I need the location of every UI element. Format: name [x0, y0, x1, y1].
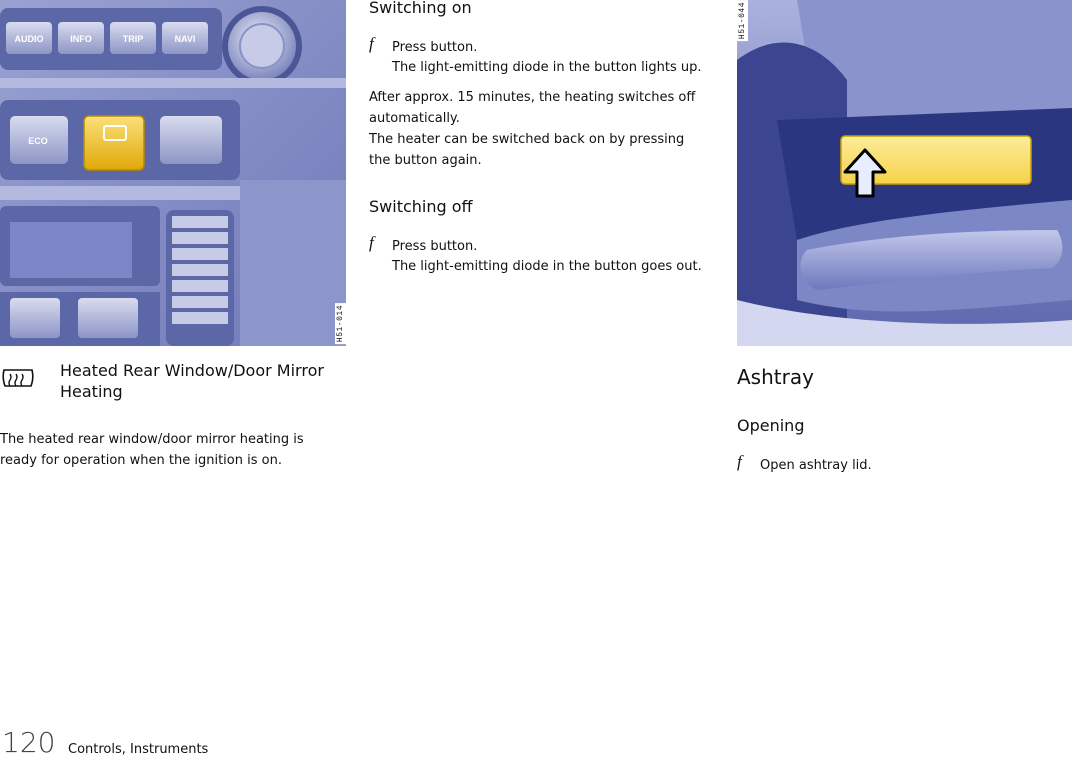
- switching-off-heading: Switching off: [369, 197, 473, 216]
- intro-text: The heated rear window/door mirror heating is: [0, 432, 304, 447]
- figure-code: H51-044: [738, 2, 747, 40]
- bullet-marker: f: [369, 34, 374, 53]
- note-text: The heater can be switched back on by pressing: [369, 132, 685, 147]
- note-text: the button again.: [369, 153, 482, 168]
- audio-button-label: AUDIO: [14, 34, 44, 44]
- opening-subheading: Opening: [737, 416, 805, 435]
- switching-on-heading: Switching on: [369, 0, 472, 17]
- step-text: Open ashtray lid.: [760, 458, 872, 473]
- section-title: Heated Rear Window/Door Mirror: [60, 361, 324, 380]
- ashtray-step: [737, 452, 1037, 478]
- figure-code: H51-014: [336, 304, 345, 342]
- section-label: Controls, Instruments: [68, 742, 209, 757]
- ashtray-heading: Ashtray: [737, 365, 814, 389]
- bullet-marker: f: [737, 452, 742, 471]
- step-result: The light-emitting diode in the button lights up.: [392, 60, 702, 75]
- intro-text: ready for operation when the ignition is on.: [0, 453, 282, 468]
- section-title-continued: Heating: [60, 382, 123, 401]
- switching-on-step: [369, 34, 729, 82]
- ashtray-illustration: [737, 0, 1072, 346]
- note-text: automatically.: [369, 111, 460, 126]
- trip-button-label: TRIP: [122, 34, 144, 44]
- note-text: After approx. 15 minutes, the heating switches off: [369, 90, 696, 105]
- page-number: 120: [2, 726, 56, 759]
- eco-button-label: ECO: [28, 136, 48, 146]
- rear-window-heating-icon: [0, 364, 36, 392]
- step-text: Press button.: [392, 40, 478, 55]
- step-result: The light-emitting diode in the button goes out.: [392, 259, 702, 274]
- console-illustration: [0, 0, 346, 346]
- info-button-label: INFO: [70, 34, 92, 44]
- navi-button-label: NAVI: [174, 34, 196, 44]
- switching-off-step: [369, 233, 729, 281]
- step-text: Press button.: [392, 239, 478, 254]
- bullet-marker: f: [369, 233, 374, 252]
